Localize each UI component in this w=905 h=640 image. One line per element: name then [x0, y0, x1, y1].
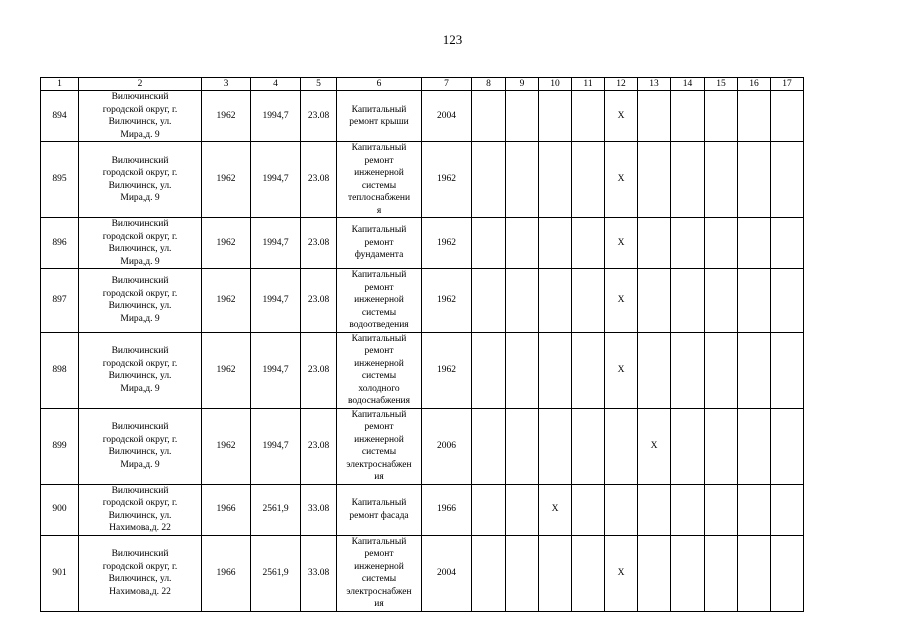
work-type-cell-line: я — [376, 205, 382, 216]
address-cell-line: Нахимова,д. 22 — [109, 523, 171, 533]
address-cell-line: Вилючинский — [111, 346, 169, 356]
empty-cell — [771, 332, 804, 408]
work-type-cell-line: ремонт — [364, 549, 394, 559]
mark-cell: Х — [605, 332, 638, 408]
work-type-cell-line: инженерной — [354, 168, 404, 178]
column-header-6: 6 — [337, 78, 422, 91]
empty-cell — [572, 142, 605, 218]
column-header-16: 16 — [738, 78, 771, 91]
table-row — [41, 142, 804, 218]
page-number: 123 — [442, 32, 463, 47]
work-type-cell — [337, 142, 422, 218]
column-header-8: 8 — [472, 78, 506, 91]
value-cell: 33.08 — [301, 535, 337, 611]
empty-cell — [771, 535, 804, 611]
empty-cell — [671, 484, 705, 535]
empty-cell — [738, 535, 771, 611]
address-cell-line: Вилючинск, ул. — [108, 510, 172, 521]
empty-cell — [705, 332, 738, 408]
work-type-cell-line: холодного — [358, 383, 400, 394]
area-cell: 2561,9 — [251, 535, 301, 611]
row-number: 895 — [41, 142, 79, 218]
empty-cell — [472, 218, 506, 269]
empty-cell — [506, 269, 539, 333]
row-number: 894 — [41, 91, 79, 142]
year-cell: 2004 — [422, 535, 472, 611]
empty-cell — [506, 408, 539, 484]
empty-cell — [671, 408, 705, 484]
column-header-17: 17 — [771, 78, 804, 91]
address-cell-line: Вилючинск, ул. — [108, 574, 172, 584]
empty-cell — [539, 269, 572, 333]
work-type-cell-line: ремонт фасада — [349, 510, 409, 521]
empty-cell — [738, 142, 771, 218]
capital-repair-table — [40, 77, 804, 612]
empty-cell — [738, 484, 771, 535]
empty-cell — [771, 91, 804, 142]
address-cell-line: Вилючинский — [111, 276, 169, 287]
year-cell: 1962 — [422, 269, 472, 333]
column-header-14: 14 — [671, 78, 705, 91]
address-cell-line: Мира,д. 9 — [120, 256, 160, 267]
empty-cell — [572, 484, 605, 535]
column-header-3: 3 — [202, 78, 251, 91]
address-cell-line: городской округ, г. — [102, 561, 178, 572]
empty-cell — [771, 218, 804, 269]
area-cell: 1994,7 — [251, 91, 301, 142]
work-type-cell — [337, 535, 422, 611]
address-cell-line: Мира,д. 9 — [120, 313, 160, 324]
work-type-cell — [337, 408, 422, 484]
address-cell-line: Вилючинск, ул. — [108, 180, 172, 191]
mark-cell: Х — [539, 484, 572, 535]
year-built-cell: 1966 — [202, 535, 251, 611]
work-type-cell — [337, 484, 422, 535]
year-built-cell: 1962 — [202, 91, 251, 142]
address-cell-line: городской округ, г. — [102, 288, 178, 299]
address-cell — [79, 484, 202, 535]
empty-cell — [671, 142, 705, 218]
year-cell: 2006 — [422, 408, 472, 484]
empty-cell — [671, 91, 705, 142]
work-type-cell-line: Капитальный — [351, 225, 407, 236]
table-body — [41, 91, 804, 612]
work-type-cell-line: системы — [361, 574, 397, 584]
empty-cell — [638, 332, 671, 408]
address-cell-line: городской округ, г. — [102, 434, 178, 445]
work-type-cell-line: системы — [361, 180, 397, 191]
empty-cell — [472, 535, 506, 611]
column-number-row — [41, 78, 804, 91]
work-type-cell-line: инженерной — [354, 434, 404, 445]
empty-cell — [638, 269, 671, 333]
year-cell: 2004 — [422, 91, 472, 142]
empty-cell — [506, 91, 539, 142]
address-cell-line: Вилючинск, ул. — [108, 447, 172, 457]
work-type-cell-line: электроснабжен — [346, 459, 412, 470]
empty-cell — [506, 142, 539, 218]
address-cell-line: Вилючинск, ул. — [108, 371, 172, 381]
empty-cell — [539, 535, 572, 611]
empty-cell — [738, 91, 771, 142]
empty-cell — [506, 218, 539, 269]
column-header-12: 12 — [605, 78, 638, 91]
empty-cell — [472, 332, 506, 408]
column-header-4: 4 — [251, 78, 301, 91]
empty-cell — [539, 142, 572, 218]
empty-cell — [539, 408, 572, 484]
empty-cell — [539, 91, 572, 142]
empty-cell — [738, 408, 771, 484]
work-type-cell-line: ремонт — [364, 155, 394, 166]
work-type-cell-line: ремонт — [364, 346, 394, 356]
empty-cell — [539, 218, 572, 269]
empty-cell — [472, 484, 506, 535]
empty-cell — [472, 142, 506, 218]
work-type-cell-line: теплоснабжени — [347, 193, 411, 203]
address-cell-line: Вилючинский — [111, 485, 169, 496]
empty-cell — [671, 535, 705, 611]
address-cell-line: Вилючинск, ул. — [108, 244, 172, 254]
empty-cell — [506, 484, 539, 535]
table-row — [41, 408, 804, 484]
table-row — [41, 269, 804, 333]
empty-cell — [506, 332, 539, 408]
empty-cell — [738, 269, 771, 333]
mark-cell: Х — [605, 142, 638, 218]
work-type-cell-line: водоотведения — [349, 320, 409, 330]
row-number: 897 — [41, 269, 79, 333]
year-built-cell: 1962 — [202, 332, 251, 408]
empty-cell — [671, 332, 705, 408]
empty-cell — [771, 269, 804, 333]
work-type-cell-line: ремонт — [364, 237, 394, 248]
column-header-7: 7 — [422, 78, 472, 91]
area-cell: 1994,7 — [251, 332, 301, 408]
empty-cell — [539, 332, 572, 408]
work-type-cell-line: электроснабжен — [346, 586, 412, 597]
mark-cell: Х — [605, 91, 638, 142]
work-type-cell-line: инженерной — [354, 295, 404, 305]
empty-cell — [671, 269, 705, 333]
work-type-cell-line: ремонт крыши — [349, 117, 409, 127]
address-cell — [79, 218, 202, 269]
value-cell: 23.08 — [301, 408, 337, 484]
empty-cell — [638, 218, 671, 269]
value-cell: 23.08 — [301, 91, 337, 142]
work-type-cell-line: инженерной — [354, 358, 404, 369]
column-header-10: 10 — [539, 78, 572, 91]
empty-cell — [738, 332, 771, 408]
row-number: 901 — [41, 535, 79, 611]
address-cell — [79, 408, 202, 484]
address-cell-line: Вилючинский — [111, 549, 169, 559]
empty-cell — [638, 535, 671, 611]
address-cell-line: Мира,д. 9 — [120, 193, 160, 203]
address-cell-line: Вилючинск, ул. — [108, 301, 172, 312]
year-built-cell: 1962 — [202, 218, 251, 269]
row-number: 898 — [41, 332, 79, 408]
column-header-5: 5 — [301, 78, 337, 91]
empty-cell — [771, 142, 804, 218]
address-cell — [79, 332, 202, 408]
address-cell-line: Вилючинск, ул. — [108, 117, 172, 127]
mark-cell: Х — [638, 408, 671, 484]
value-cell: 23.08 — [301, 269, 337, 333]
year-cell: 1962 — [422, 218, 472, 269]
work-type-cell-line: системы — [361, 371, 397, 381]
year-cell: 1966 — [422, 484, 472, 535]
area-cell: 1994,7 — [251, 408, 301, 484]
address-cell-line: Вилючинский — [111, 155, 169, 166]
area-cell: 1994,7 — [251, 142, 301, 218]
empty-cell — [638, 142, 671, 218]
table-row — [41, 91, 804, 142]
empty-cell — [705, 484, 738, 535]
area-cell: 2561,9 — [251, 484, 301, 535]
value-cell: 33.08 — [301, 484, 337, 535]
work-type-cell-line: ия — [374, 599, 384, 609]
table-row — [41, 535, 804, 611]
empty-cell — [671, 218, 705, 269]
address-cell-line: Мира,д. 9 — [120, 129, 160, 140]
area-cell: 1994,7 — [251, 218, 301, 269]
table-row — [41, 218, 804, 269]
address-cell — [79, 535, 202, 611]
column-header-11: 11 — [572, 78, 605, 91]
table-row — [41, 332, 804, 408]
empty-cell — [472, 91, 506, 142]
work-type-cell-line: водоснабжения — [347, 396, 411, 406]
work-type-cell — [337, 218, 422, 269]
address-cell — [79, 142, 202, 218]
address-cell-line: Вилючинский — [111, 422, 169, 432]
column-header-2: 2 — [79, 78, 202, 91]
empty-cell — [572, 408, 605, 484]
work-type-cell-line: Капитальный — [351, 270, 407, 280]
row-number: 899 — [41, 408, 79, 484]
work-type-cell-line: Капитальный — [351, 409, 407, 420]
address-cell — [79, 269, 202, 333]
empty-cell — [572, 269, 605, 333]
mark-cell: Х — [605, 269, 638, 333]
column-header-15: 15 — [705, 78, 738, 91]
work-type-cell — [337, 332, 422, 408]
work-type-cell-line: Капитальный — [351, 536, 407, 547]
work-type-cell-line: Капитальный — [351, 498, 407, 508]
table-row — [41, 484, 804, 535]
empty-cell — [572, 332, 605, 408]
empty-cell — [572, 535, 605, 611]
work-type-cell — [337, 91, 422, 142]
address-cell-line: городской округ, г. — [102, 498, 178, 508]
area-cell: 1994,7 — [251, 269, 301, 333]
work-type-cell-line: системы — [361, 307, 397, 318]
year-cell: 1962 — [422, 142, 472, 218]
address-cell-line: городской округ, г. — [102, 358, 178, 369]
mark-cell: Х — [605, 535, 638, 611]
empty-cell — [506, 535, 539, 611]
value-cell: 23.08 — [301, 142, 337, 218]
empty-cell — [705, 91, 738, 142]
column-header-9: 9 — [506, 78, 539, 91]
address-cell-line: городской округ, г. — [102, 231, 178, 242]
empty-cell — [472, 269, 506, 333]
mark-cell: Х — [605, 218, 638, 269]
year-built-cell: 1966 — [202, 484, 251, 535]
empty-cell — [705, 535, 738, 611]
empty-cell — [705, 269, 738, 333]
empty-cell — [472, 408, 506, 484]
empty-cell — [705, 218, 738, 269]
empty-cell — [771, 408, 804, 484]
address-cell-line: Вилючинский — [111, 219, 169, 229]
work-type-cell-line: фундамента — [354, 250, 404, 261]
empty-cell — [605, 408, 638, 484]
column-header-1: 1 — [41, 78, 79, 91]
work-type-cell-line: Капитальный — [351, 333, 407, 344]
empty-cell — [605, 484, 638, 535]
row-number: 896 — [41, 218, 79, 269]
row-number: 900 — [41, 484, 79, 535]
table-header — [41, 78, 804, 91]
year-built-cell: 1962 — [202, 269, 251, 333]
year-cell: 1962 — [422, 332, 472, 408]
work-type-cell-line: системы — [361, 447, 397, 457]
work-type-cell-line: Капитальный — [351, 104, 407, 115]
value-cell: 23.08 — [301, 332, 337, 408]
empty-cell — [638, 484, 671, 535]
address-cell-line: Нахимова,д. 22 — [109, 586, 171, 597]
year-built-cell: 1962 — [202, 142, 251, 218]
address-cell-line: Вилючинский — [111, 92, 169, 102]
empty-cell — [638, 91, 671, 142]
address-cell-line: Мира,д. 9 — [120, 459, 160, 470]
address-cell-line: городской округ, г. — [102, 168, 178, 178]
empty-cell — [738, 218, 771, 269]
column-header-13: 13 — [638, 78, 671, 91]
work-type-cell — [337, 269, 422, 333]
work-type-cell-line: ия — [374, 472, 384, 482]
work-type-cell-line: ремонт — [364, 422, 394, 432]
year-built-cell: 1962 — [202, 408, 251, 484]
work-type-cell-line: Капитальный — [351, 143, 407, 153]
empty-cell — [705, 142, 738, 218]
empty-cell — [572, 91, 605, 142]
work-type-cell-line: ремонт — [364, 282, 394, 293]
value-cell: 23.08 — [301, 218, 337, 269]
work-type-cell-line: инженерной — [354, 561, 404, 572]
empty-cell — [572, 218, 605, 269]
empty-cell — [705, 408, 738, 484]
empty-cell — [771, 484, 804, 535]
address-cell-line: городской округ, г. — [102, 104, 178, 115]
address-cell-line: Мира,д. 9 — [120, 383, 160, 394]
address-cell — [79, 91, 202, 142]
